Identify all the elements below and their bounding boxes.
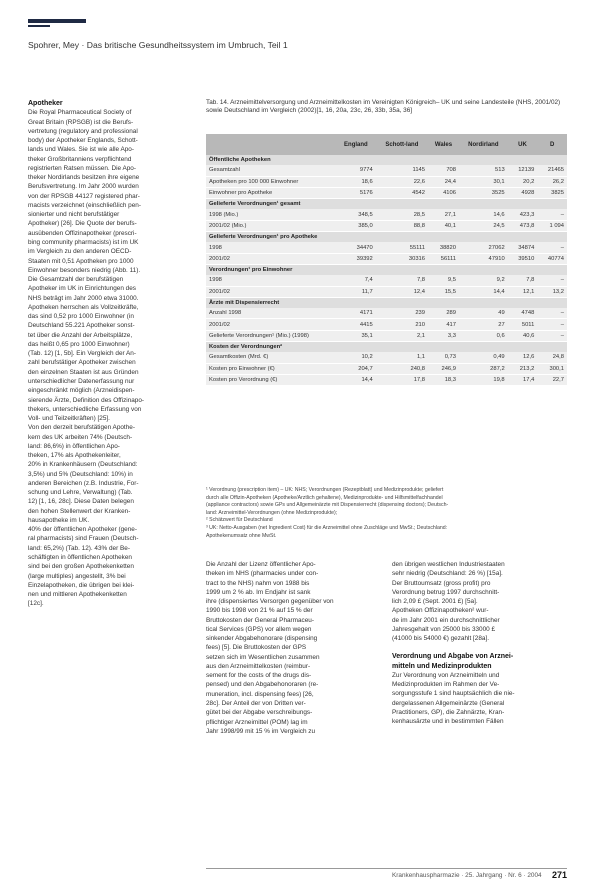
- left-column: [28, 99, 188, 609]
- text-line: von der RPSGB 44127 registered phar-: [28, 192, 140, 200]
- table-cell: 28,5: [376, 209, 428, 220]
- text-line: sionierter und nicht berufstätiger: [28, 211, 120, 219]
- text-line: setzen sich im Wesentlichen zusammen: [206, 653, 320, 661]
- text-line: thekers, unterschiedliche Erfassung von: [28, 405, 142, 413]
- table-cell: 18,3: [428, 374, 459, 385]
- table-row: [206, 352, 567, 363]
- table-cell: 4171: [336, 308, 376, 319]
- table-row: [206, 330, 567, 341]
- table-cell: 13,2: [537, 286, 567, 297]
- table-row: [206, 220, 567, 231]
- text-line: land: 65,2%) (Tab. 12). 43% der Be-: [28, 544, 130, 552]
- text-line: 12) [1, 16, 28c]. Diese Daten belegen: [28, 498, 134, 506]
- table-cell: 34874: [508, 242, 538, 253]
- text-line: ³ UK: Netto-Ausgaben (net Ingredient Cost) für die Arzneimittel ohne Zuschläge und MwSt.; Deutschland:: [206, 524, 448, 531]
- column-header: Schott-land: [376, 134, 428, 155]
- table-cell: 2,1: [376, 330, 428, 341]
- text-line: den hohen Stellenwert der Kranken-: [28, 507, 131, 515]
- text-line: de im Jahr 2001 ein durchschnittlicher: [392, 616, 500, 624]
- text-line: den einzelnen Staaten ist aus Gründen: [28, 368, 139, 376]
- text-line: NHS beträgt im Jahr 2000 etwa 31000.: [28, 294, 139, 302]
- table-cell: 385,0: [336, 220, 376, 231]
- table-cell: 4106: [428, 187, 459, 198]
- text-line: Von den derzeit berufstätigen Apothe-: [28, 424, 135, 432]
- table-cell: 26,2: [537, 176, 567, 187]
- section-title: Gelieferte Verordnungen¹ gesamt: [206, 199, 567, 210]
- table-cell: 24,4: [428, 176, 459, 187]
- row-label: 1998: [206, 242, 336, 253]
- text-line: Apotheker) [26]. Die Quote der berufs-: [28, 220, 137, 228]
- table-cell: 27,1: [428, 209, 459, 220]
- table-cell: 7,8: [376, 275, 428, 286]
- text-line: sement for the costs of the drugs dis-: [206, 672, 312, 680]
- table-cell: 35,1: [336, 330, 376, 341]
- text-line: 40% der öffentlichen Apotheker (gene-: [28, 526, 137, 534]
- table-cell: 5176: [336, 187, 376, 198]
- text-line: Jahresgehalt von 25000 bis 33000 £: [392, 625, 496, 633]
- table-cell: 55111: [376, 242, 428, 253]
- table-cell: 240,8: [376, 363, 428, 374]
- table-cell: –: [537, 330, 567, 341]
- text-line: kern des UK arbeiten 74% (Deutsch-: [28, 433, 133, 441]
- text-line: mitteln und Medizinprodukten: [392, 662, 492, 670]
- text-line: pensed) und den Abgabehonoraren (re-: [206, 681, 319, 689]
- table-cell: 300,1: [537, 363, 567, 374]
- text-line: pflichtiger Arzneimittel (POM) lag im: [206, 718, 308, 726]
- text-line: Einzelapotheken, die übrigen bei klei-: [28, 581, 135, 589]
- table-cell: 12,1: [508, 286, 538, 297]
- text-line: Apotheken herrschen als Vollzeitkräfte,: [28, 303, 139, 311]
- table-cell: –: [537, 242, 567, 253]
- text-line: bing community pharmacists) ist im UK: [28, 238, 139, 246]
- text-line: theken, 17% als Apothekenleiter,: [28, 452, 121, 460]
- text-line: vertretung (regulatory and professional: [28, 127, 138, 135]
- row-label: Einwohner pro Apotheke: [206, 187, 336, 198]
- text-line: 28c]. Der Anteil der von Dritten ver-: [206, 699, 306, 707]
- table-caption: [206, 99, 566, 116]
- column-header: Nordirland: [459, 134, 508, 155]
- table-header-row: [206, 134, 567, 155]
- text-line: 3,5%) und 5% (Deutschland: 10%) in: [28, 470, 133, 478]
- page-number: 271: [552, 870, 568, 880]
- table-cell: 24,8: [537, 352, 567, 363]
- footer-rule: [206, 868, 567, 869]
- table-cell: 49: [459, 308, 508, 319]
- table-cell: 1,1: [376, 352, 428, 363]
- text-line: (Tab. 12) [1, 5b]. Ein Vergleich der An-: [28, 350, 136, 358]
- subsection-heading: [392, 652, 564, 671]
- text-line: ² Schätzwert für Deutschland: [206, 517, 273, 524]
- text-line: anderen Bereichen (z.B. Industrie, For-: [28, 479, 139, 487]
- column-header: Wales: [428, 134, 459, 155]
- section-heading: Apotheker: [28, 100, 63, 107]
- text-line: eingeschränkt möglich (Arzneidispen-: [28, 387, 135, 395]
- right-column-text: [392, 560, 564, 643]
- row-label: Gesamtkosten (Mrd. €): [206, 352, 336, 363]
- text-line: Verordnung betrug 1997 durchschnitt-: [392, 588, 500, 596]
- table-cell: 21465: [537, 165, 567, 176]
- text-line: aus den Arzneimittelkosten (reimbur-: [206, 662, 311, 670]
- table-cell: 1 094: [537, 220, 567, 231]
- table-cell: 56111: [428, 253, 459, 264]
- row-label: Gesamtzahl: [206, 165, 336, 176]
- table-row: [206, 319, 567, 330]
- section-title: Gelieferte Verordnungen¹ pro Apotheke: [206, 232, 567, 243]
- table-cell: 47910: [459, 253, 508, 264]
- table-cell: –: [537, 308, 567, 319]
- table-section-row: [206, 155, 567, 165]
- text-line: Staaten mit 0,51 Apotheken pro 1000: [28, 257, 134, 265]
- text-line: land: 86,6%) in öffentlichen Apo-: [28, 442, 120, 450]
- table-row: [206, 286, 567, 297]
- table-cell: 4748: [508, 308, 538, 319]
- row-label: 2001/02: [206, 253, 336, 264]
- text-line: Die Royal Pharmaceutical Society of: [28, 109, 132, 117]
- table-cell: 4415: [336, 319, 376, 330]
- table-cell: 12139: [508, 165, 538, 176]
- text-line: tical Services (GPS) vor allem wegen: [206, 625, 312, 633]
- table-section-row: [206, 264, 567, 275]
- header-bar: [28, 19, 86, 23]
- text-line: sehr niedrig (Deutschland: 26 %) [15a].: [392, 570, 503, 578]
- text-line: sierende Ärzte, Definition des Offizinapo-: [28, 396, 145, 404]
- text-line: Die Anzahl der Lizenz öffentlicher Apo-: [206, 561, 316, 568]
- table-cell: 0,49: [459, 352, 508, 363]
- section-title: Öffentliche Apotheken: [206, 155, 567, 165]
- text-line: sind bei den großen Apothekenketten: [28, 563, 134, 571]
- text-line: body) der Apotheker Englands, Schott-: [28, 137, 138, 145]
- journal-footer: Krankenhauspharmazie · 25. Jahrgang · Nr. 6 · 2004: [392, 872, 542, 879]
- table-cell: 30,1: [459, 176, 508, 187]
- table-cell: 9774: [336, 165, 376, 176]
- table-row: [206, 242, 567, 253]
- table-cell: 213,2: [508, 363, 538, 374]
- table-row: [206, 308, 567, 319]
- table-row: [206, 275, 567, 286]
- text-line: 20% in Krankenhäusern (Deutschland:: [28, 461, 138, 469]
- row-label: Anzahl 1998: [206, 308, 336, 319]
- table-cell: 348,5: [336, 209, 376, 220]
- text-line: ¹ Verordnung (prescription item) – UK: NHS; Verordnungen (Rezeptblatt) und Medizinprodukte; geliefert: [206, 487, 444, 493]
- table-row: [206, 176, 567, 187]
- column-header: [206, 134, 336, 155]
- table-cell: 88,8: [376, 220, 428, 231]
- text-line: theker Nordirlands besitzen ihre eigene: [28, 174, 140, 182]
- text-line: tract to the NHS) nahm von 1988 bis: [206, 579, 310, 587]
- text-line: im Vergleich zu den anderen OECD-: [28, 248, 132, 256]
- text-line: macists verzeichnet (einschließlich pen-: [28, 201, 141, 209]
- text-line: Zur Verordnung von Arzneimitteln und: [392, 671, 500, 679]
- text-line: Einwohner besonders niedrig (Abb. 11).: [28, 266, 141, 274]
- row-label: 2001/02: [206, 319, 336, 330]
- text-line: 1999 um 2 % ab. Im Endjahr ist sank: [206, 588, 311, 596]
- text-line: Medizinprodukten im Rahmen der Ve-: [392, 681, 500, 689]
- text-line: – UK und seine Landesteile (NHS, 2001/02) sowie Deutschland im Vergleich (2002): [206, 99, 561, 115]
- table-cell: 417: [428, 319, 459, 330]
- running-header: Spohrer, Mey · Das britische Gesundheitssystem im Umbruch, Teil 1: [28, 40, 288, 50]
- table-cell: 15,5: [428, 286, 459, 297]
- section-title: Verordnungen¹ pro Einwohner: [206, 264, 567, 275]
- text-line: Verordnung und Abgabe von Arznei-: [392, 653, 514, 661]
- table-cell: 40774: [537, 253, 567, 264]
- column-header: England: [336, 134, 376, 155]
- text-line: den übrigen westlichen Industriestaaten: [392, 561, 505, 568]
- section-title: Ärzte mit Dispensierrecht: [206, 297, 567, 308]
- table-cell: 14,4: [336, 374, 376, 385]
- table-cell: 423,3: [508, 209, 538, 220]
- table-cell: 9,5: [428, 275, 459, 286]
- row-label: 2001/02: [206, 286, 336, 297]
- text-line: zahl berufstätiger Apotheker zwischen: [28, 359, 136, 367]
- text-line: dergelassenen Allgemeinärzte (General: [392, 699, 505, 707]
- table-cell: 24,5: [459, 220, 508, 231]
- text-line: Apothekenumsatz ohne MwSt.: [206, 532, 277, 539]
- text-line: durch alle Offizin-Apotheken (Apotheke/Ärztlich gehaltene), Medizinprodukte- und Hilfsmittelfachhandel: [206, 494, 443, 501]
- text-line: (large multiples) angestellt, 3% bei: [28, 572, 126, 580]
- text-line: nen und mittleren Apothekenketten: [28, 591, 127, 599]
- table-cell: 246,9: [428, 363, 459, 374]
- row-label: 1998 (Mio.): [206, 209, 336, 220]
- table-cell: 210: [376, 319, 428, 330]
- text-line: theker Großbritanniens verpflichtend: [28, 155, 132, 163]
- table-cell: 9,2: [459, 275, 508, 286]
- text-line: theken im NHS (pharmacies under con-: [206, 570, 319, 578]
- table-cell: 39510: [508, 253, 538, 264]
- middle-column: [206, 560, 378, 736]
- table-cell: 12,4: [376, 286, 428, 297]
- column-header: UK: [508, 134, 538, 155]
- text-line: kenhausärzte und in bestimmten Fällen: [392, 718, 504, 726]
- table-cell: 17,8: [376, 374, 428, 385]
- table-cell: 11,7: [336, 286, 376, 297]
- column-header: D: [537, 134, 567, 155]
- table-cell: 204,7: [336, 363, 376, 374]
- table-cell: 14,6: [459, 209, 508, 220]
- table-cell: 18,6: [336, 176, 376, 187]
- table-section-row: [206, 342, 567, 353]
- text-line: Deutschland 55.221 Apotheker sonst-: [28, 322, 135, 330]
- table-row: [206, 363, 567, 374]
- table-cell: 513: [459, 165, 508, 176]
- text-line: Apotheken Offizinapotheken² wur-: [392, 607, 489, 615]
- table-cell: 3825: [537, 187, 567, 198]
- text-line: [12c].: [28, 600, 44, 608]
- text-line: (41000 bis 54000 €) gezahlt [28a].: [392, 635, 489, 643]
- text-line: das heißt 0,65 pro 1000 Einwohner): [28, 340, 130, 348]
- row-label: 2001/02 (Mio.): [206, 220, 336, 231]
- text-line: ihre (dispensiertes Versorgen gegenüber von: [206, 598, 334, 606]
- text-line: ral pharmacists) sind Frauen (Deutsch-: [28, 535, 139, 543]
- table-cell: 39392: [336, 253, 376, 264]
- table-cell: 708: [428, 165, 459, 176]
- table-row: [206, 253, 567, 264]
- text-line: land: Arzneimittel-Verordnungen (ohne Medizinprodukte);: [206, 509, 338, 516]
- text-line: sorgungsstufe 1 sind hauptsächlich die nie-: [392, 690, 515, 698]
- table-cell: 5011: [508, 319, 538, 330]
- text-line: ausübenden Offizinapotheker (prescri-: [28, 229, 137, 237]
- text-line: Die Gesamtzahl der berufstätigen: [28, 276, 124, 284]
- text-line: (appliance contractors) sowie GPs und Allgemeinärzte mit Dispensierrecht (dispensing doctors); Deutsch-: [206, 502, 449, 509]
- table-cell: 4542: [376, 187, 428, 198]
- table-footnotes: [206, 487, 567, 540]
- text-line: Berufsvertretung. Im Jahr 2000 wurden: [28, 183, 139, 191]
- table-cell: 22,6: [376, 176, 428, 187]
- table-cell: 3525: [459, 187, 508, 198]
- row-label: Apotheken pro 100 000 Einwohner: [206, 176, 336, 187]
- table-cell: 20,2: [508, 176, 538, 187]
- table-row: [206, 374, 567, 385]
- table-section-row: [206, 297, 567, 308]
- text-line: hausapotheke im UK.: [28, 516, 90, 524]
- text-line: schung und Lehre, Verwaltung) (Tab.: [28, 489, 133, 497]
- table-cell: 27062: [459, 242, 508, 253]
- text-line: schäftigten in öffentlichen Apotheken: [28, 554, 132, 562]
- table-cell: 289: [428, 308, 459, 319]
- text-line: [1, 16, 20a, 23c, 26, 33b, 35a, 36]: [316, 107, 413, 115]
- table-cell: 40,1: [428, 220, 459, 231]
- middle-column-text: [206, 560, 378, 736]
- table-cell: 27: [459, 319, 508, 330]
- text-line: tet über die Anzahl der Arbeitsplätze,: [28, 331, 133, 339]
- table-cell: 40,6: [508, 330, 538, 341]
- table-cell: 1145: [376, 165, 428, 176]
- text-line: muneration, incl. dispensing fees) [26,: [206, 690, 314, 698]
- table-row: [206, 209, 567, 220]
- section-title: Kosten der Verordnungen²: [206, 342, 567, 353]
- table-cell: –: [537, 209, 567, 220]
- text-line: unterschiedlicher Datenerfassung nur: [28, 377, 135, 385]
- table-cell: 38820: [428, 242, 459, 253]
- header-bar-accent: [28, 25, 50, 27]
- table-cell: 22,7: [537, 374, 567, 385]
- table-cell: 4928: [508, 187, 538, 198]
- table-cell: 0,6: [459, 330, 508, 341]
- text-line: registrierten Ratsen müssen. Die Apo-: [28, 164, 136, 172]
- table-cell: 239: [376, 308, 428, 319]
- text-line: Voll- und Teilzeitkräften) [25].: [28, 415, 110, 423]
- text-line: 1990 bis 1998 von 21 % auf 15 % der: [206, 607, 313, 615]
- table-cell: 14,4: [459, 286, 508, 297]
- text-line: Jahr 1998/99 mit 15 % im Vergleich zu: [206, 727, 316, 735]
- text-line: Der Bruttoumsatz (gross profit) pro: [392, 579, 491, 587]
- table-cell: 7,8: [508, 275, 538, 286]
- table-section-row: [206, 199, 567, 210]
- row-label: Kosten pro Verordnung (€): [206, 374, 336, 385]
- table-cell: 10,2: [336, 352, 376, 363]
- text-line: lands und Wales. Sie ist wie alle Apo-: [28, 146, 134, 154]
- table-section-row: [206, 232, 567, 243]
- text-line: Apotheker im UK in Einrichtungen des: [28, 285, 136, 293]
- text-line: Practitioners, GP), die Zahnärzte, Kran-: [392, 708, 505, 716]
- table-cell: 3,3: [428, 330, 459, 341]
- table-cell: 17,4: [508, 374, 538, 385]
- table-cell: 287,2: [459, 363, 508, 374]
- text-line: das sind 0,52 pro 1000 Einwohner (in: [28, 313, 134, 321]
- text-line: Bruttokosten der General Pharmaceu-: [206, 616, 314, 624]
- data-table: [206, 134, 567, 386]
- text-line: gütet bei der Abgabe verschreibungs-: [206, 709, 313, 717]
- right-column-text-continued: [392, 671, 564, 727]
- right-column: [392, 560, 564, 727]
- text-line: fees) [5]. Die Bruttokosten der GPS: [206, 644, 307, 652]
- table-cell: 7,4: [336, 275, 376, 286]
- table-cell: 19,8: [459, 374, 508, 385]
- text-line: Great Britain (RPSGB) ist die Berufs-: [28, 118, 134, 126]
- row-label: Kosten pro Einwohner (€): [206, 363, 336, 374]
- row-label: 1998: [206, 275, 336, 286]
- table-row: [206, 187, 567, 198]
- table-row: [206, 165, 567, 176]
- table-cell: 30316: [376, 253, 428, 264]
- table-cell: 34470: [336, 242, 376, 253]
- text-line: lich 2,09 £ (Sept. 2001 £) [5a].: [392, 598, 478, 606]
- table-cell: 0,73: [428, 352, 459, 363]
- table-cell: 12,6: [508, 352, 538, 363]
- text-line: Tab. 14. Arzneimittelversorgung und Arzneimittelkosten im Vereinigten Königreich: [206, 99, 436, 106]
- text-line: sinkender Abgabehonorare (dispensing: [206, 635, 318, 643]
- table-cell: –: [537, 319, 567, 330]
- table-cell: 473,8: [508, 220, 538, 231]
- left-column-text: [28, 108, 188, 608]
- table-cell: –: [537, 275, 567, 286]
- row-label: Gelieferte Verordnungen¹ (Mio.) (1998): [206, 330, 336, 341]
